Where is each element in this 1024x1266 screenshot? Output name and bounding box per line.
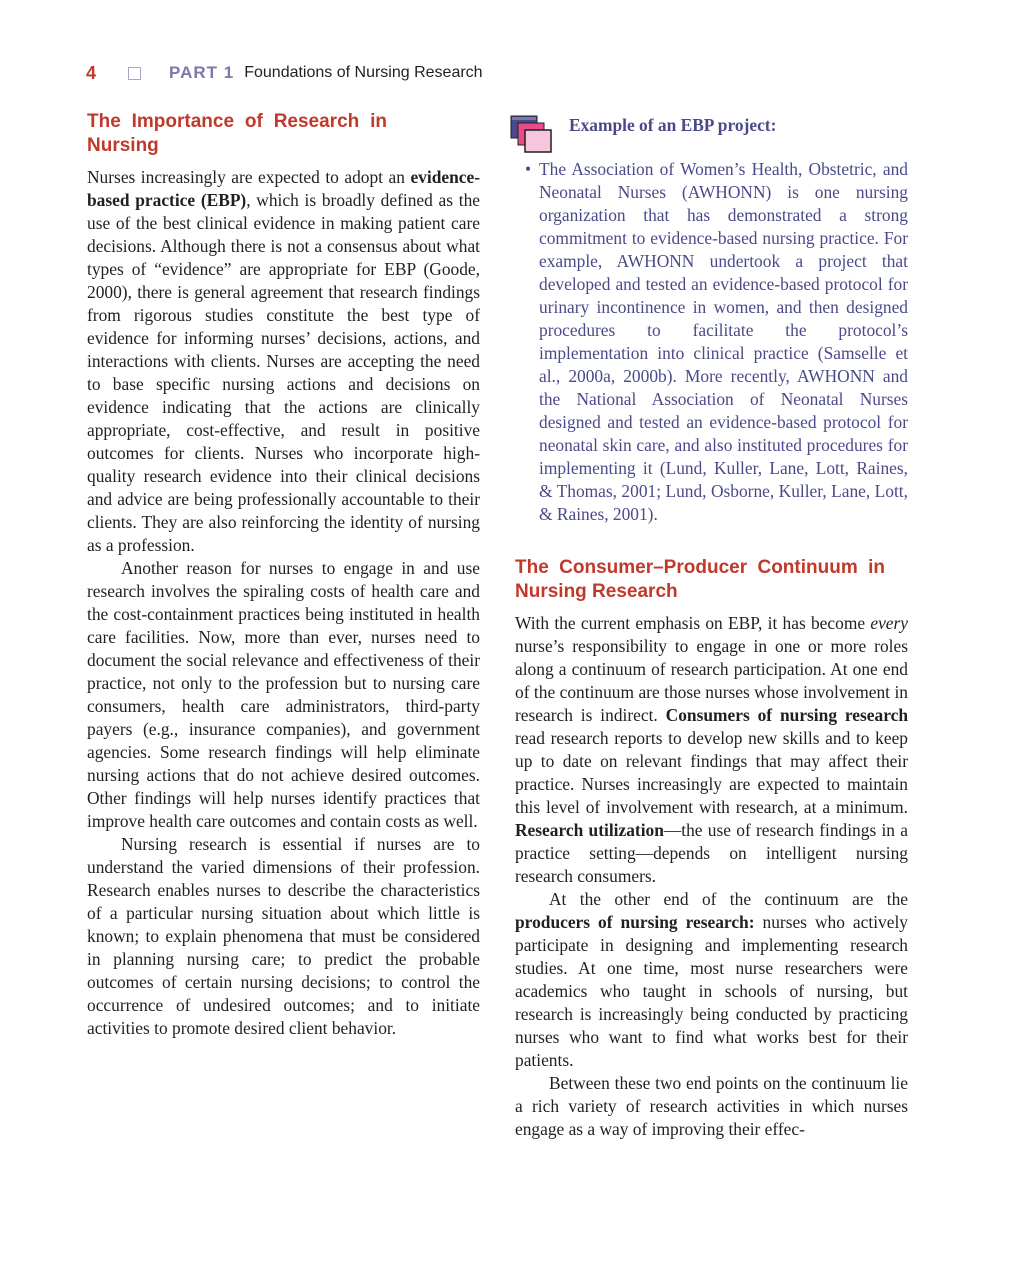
term-consumers: Consumers of nursing research bbox=[665, 705, 908, 725]
bullet-icon: • bbox=[525, 159, 532, 179]
stacked-cards-icon bbox=[509, 114, 553, 156]
part-label: PART 1 bbox=[169, 63, 235, 82]
page-number: 4 bbox=[86, 62, 97, 83]
paragraph-ebp-definition bbox=[87, 166, 480, 557]
text-span: nurse’s responsibility to engage in one or more roles along a continuum of research participation. At one end of the continuum are those nurses whose involvement in research is indirect. bbox=[515, 636, 908, 725]
paragraph-costs: Another reason for nurses to engage in and use research involves the spiraling costs of health care and the cost-containment practices being instituted in health care facilities. Now, more than ever, nurses need to document the social relevance and effectiveness of their practice, not only to the profession but to nursing care consumers, health care administrators, third-party payers (e.g., insurance companies), and government agencies. Some research findings will help eliminate nursing actions that do not achieve desired outcomes. Other findings will help nurses identify practices that improve health care outcomes and contain costs as well. bbox=[87, 558, 480, 831]
text-span: —the use of research findings in a practice setting—depends on intelligent nursing research consumers. bbox=[515, 820, 908, 886]
paragraph-consumers bbox=[515, 612, 908, 888]
ebp-example-text: The Association of Women’s Health, Obstetric, and Neonatal Nurses (AWHONN) is one nursing organization that has demonstrated a strong commitment to evidence-based nursing practice. For example, AWHONN undertook a project that developed and tested an evidence-based protocol for urinary incontinence in women, and then designed procedures to facilitate the protocol’s implementation into clinical practice (Samselle et al., 2000a, 2000b). More recently, AWHONN and the National Association of Neonatal Nurses designed and tested an evidence-based protocol for neonatal skin care, and also instituted procedures for implementing it (Lund, Kuller, Lane, Lott, Raines, & Thomas, 2001; Lund, Osborne, Kuller, Lane, Lott, & Raines, 2001). bbox=[539, 159, 908, 524]
ebp-example-item bbox=[515, 158, 908, 526]
term-producers: producers of nursing research: bbox=[515, 912, 755, 932]
text-span: At the other end of the continuum are the bbox=[549, 889, 908, 909]
term-ebp: evidence-based practice (EBP) bbox=[87, 167, 480, 210]
section-heading-importance: The Importance of Research in Nursing bbox=[87, 111, 387, 156]
left-column bbox=[87, 110, 480, 1040]
header-square-icon bbox=[128, 67, 141, 80]
spacer bbox=[515, 526, 908, 556]
ebp-example-title: Example of an EBP project: bbox=[569, 115, 777, 135]
text-span: With the current emphasis on EBP, it has become bbox=[515, 613, 871, 633]
right-column bbox=[515, 110, 908, 1141]
term-research-utilization: Research utilization bbox=[515, 820, 664, 840]
part-title: Foundations of Nursing Research bbox=[244, 64, 483, 81]
paragraph-producers bbox=[515, 888, 908, 1072]
text-span: read research reports to develop new skills and to keep up to date on relevant findings that may affect their practice. Nurses increasingly are expected to maintain this level of involvement with research, at a minimum. bbox=[515, 728, 908, 817]
emphasis-every: every bbox=[870, 613, 908, 633]
paragraph-essential: Nursing research is essential if nurses are to understand the varied dimensions of their profession. Research enables nurses to describe the characteristics of a particular nursing situation about which little is known; to explain phenomena that must be considered in planning nursing care; to predict the probable outcomes of certain nursing decisions; to control the occurrence of undesired outcomes; and to initiate activities to promote desired client behavior. bbox=[87, 834, 480, 1038]
text-span: nurses who actively participate in designing and implementing research studies. At one time, most nurse researchers were academics who taught in schools of nursing, but research is increasingly being conducted by practicing nurses who want to find what works best for their patients. bbox=[515, 912, 908, 1070]
text-span: Nurses increasingly are expected to adopt an bbox=[87, 167, 411, 187]
ebp-example-header bbox=[515, 110, 908, 158]
running-header bbox=[86, 60, 483, 86]
section-heading-continuum: The Consumer–Producer Continuum in Nursing Research bbox=[515, 557, 885, 602]
text-span: , which is broadly defined as the use of the best clinical evidence in making patient care decisions. Although there is not a consensus about what types of “evidence” are appropriate for EBP (Goode, 2000), there is general agreement that research findings from rigorous studies constitute the best type of evidence for informing nurses’ decisions, actions, and interactions with clients. Nurses are accepting the need to base specific nursing actions and decisions on evidence indicating that the actions are clinically appropriate, cost-effective, and result in positive outcomes for clients. Nurses who incorporate high-quality research evidence into their clinical decisions and advice are being professionally accountable to their clients. They are also reinforcing the identity of nursing as a profession. bbox=[87, 190, 480, 555]
paragraph-between: Between these two end points on the continuum lie a rich variety of research activities in which nurses engage as a way of improving their effec- bbox=[515, 1073, 908, 1139]
